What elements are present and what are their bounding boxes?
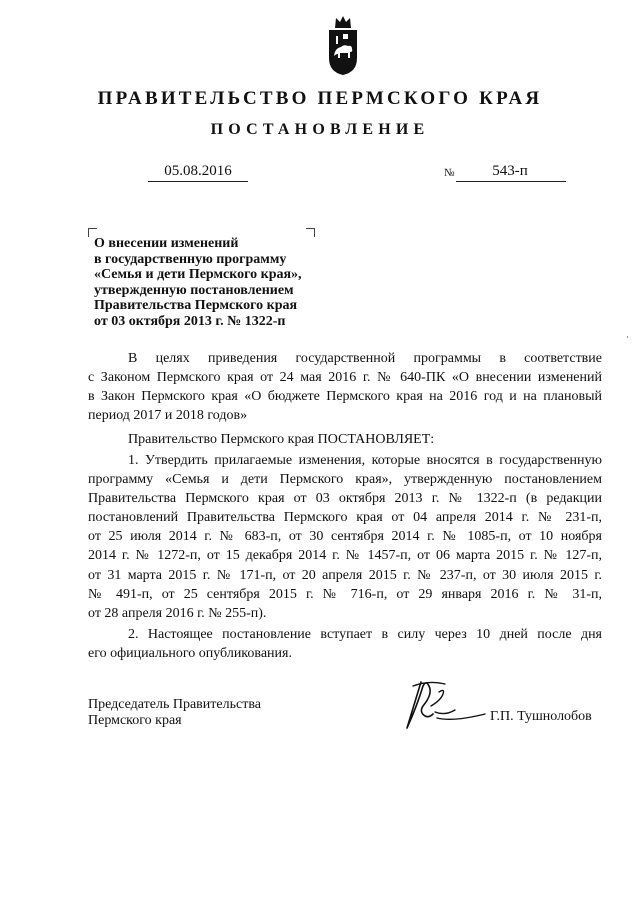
decree-number: 543-п [492,163,528,179]
paragraph-line: программу «Семья и дети Пермского края», утвержденную постановлением [88,472,602,488]
scan-speck [627,336,628,338]
paragraph-line: 1. Утвердить прилагаемые изменения, которые вносятся в государственную [128,453,602,468]
document-type-title: ПОСТАНОВЛЕНИЕ [210,121,430,138]
paragraph-line: период 2017 и 2018 годов» [88,408,248,424]
paragraph-item-2 [88,625,602,663]
paragraph-item-1 [88,451,602,623]
subject-line: утвержденную постановлением [94,282,294,298]
subject-line: в государственную программу [94,251,287,267]
paragraph-line: Правительства Пермского края от 03 октября 2013 г. № 1322-п (в редакции [88,491,602,507]
number-underline [456,181,566,182]
paragraph-line: от 28 апреля 2016 г. № 255-п). [88,605,267,621]
date-underline [148,181,248,182]
subject-line: от 03 октября 2013 г. № 1322-п [94,313,286,329]
coat-of-arms-icon [326,14,360,76]
paragraph-line: В целях приведения государственной программы в соответствие [128,351,602,366]
decree-date: 05.08.2016 [164,163,232,179]
number-label: № [444,167,455,179]
paragraph-line: 2. Настоящее постановление вступает в силу через 10 дней после дня [128,627,602,642]
paragraph-line: постановлений Правительства Пермского края от 04 апреля 2014 г. № 231-п, [88,510,602,526]
decree-subject [94,236,334,330]
subject-line: Правительства Пермского края [94,298,298,314]
subject-line: О внесении изменений [94,236,239,251]
position-line: Председатель Правительства [88,697,261,712]
government-title: ПРАВИТЕЛЬСТВО ПЕРМСКОГО КРАЯ [97,88,543,109]
paragraph-line: от 25 июля 2014 г. № 683-п, от 30 сентября 2014 г. № 1085-п, от 10 ноября [88,529,602,545]
paragraph-line: № 491-п, от 25 сентября 2015 г. № 716-п, от 29 января 2016 г. № 31-п, [88,586,602,602]
subject-line: «Семья и дети Пермского края», [94,267,302,283]
signatory-position [88,697,261,729]
paragraph-line: 2014 г. № 1272-п, от 15 декабря 2014 г. № 1457-п, от 06 марта 2015 г. № 127-п, [88,548,602,564]
paragraph-line: Правительство Пермского края ПОСТАНОВЛЯЕТ: [128,432,435,447]
paragraph-line: в Закон Пермского края «О бюджете Пермского края на 2016 год и на плановый [88,389,602,405]
paragraph-preamble [88,349,602,425]
position-line: Пермского края [88,713,182,728]
paragraph-line: от 31 марта 2015 г. № 171-п, от 20 апреля 2015 г. № 237-п, от 30 июля 2015 г. [88,567,602,583]
signatory-name: Г.П. Тушнолобов [490,709,592,724]
paragraph-resolves [88,430,602,449]
handwritten-signature [393,676,488,732]
paragraph-line: его официального опубликования. [88,646,292,662]
paragraph-line: с Законом Пермского края от 24 мая 2016 г. № 640-ПК «О внесении изменений [88,370,602,386]
